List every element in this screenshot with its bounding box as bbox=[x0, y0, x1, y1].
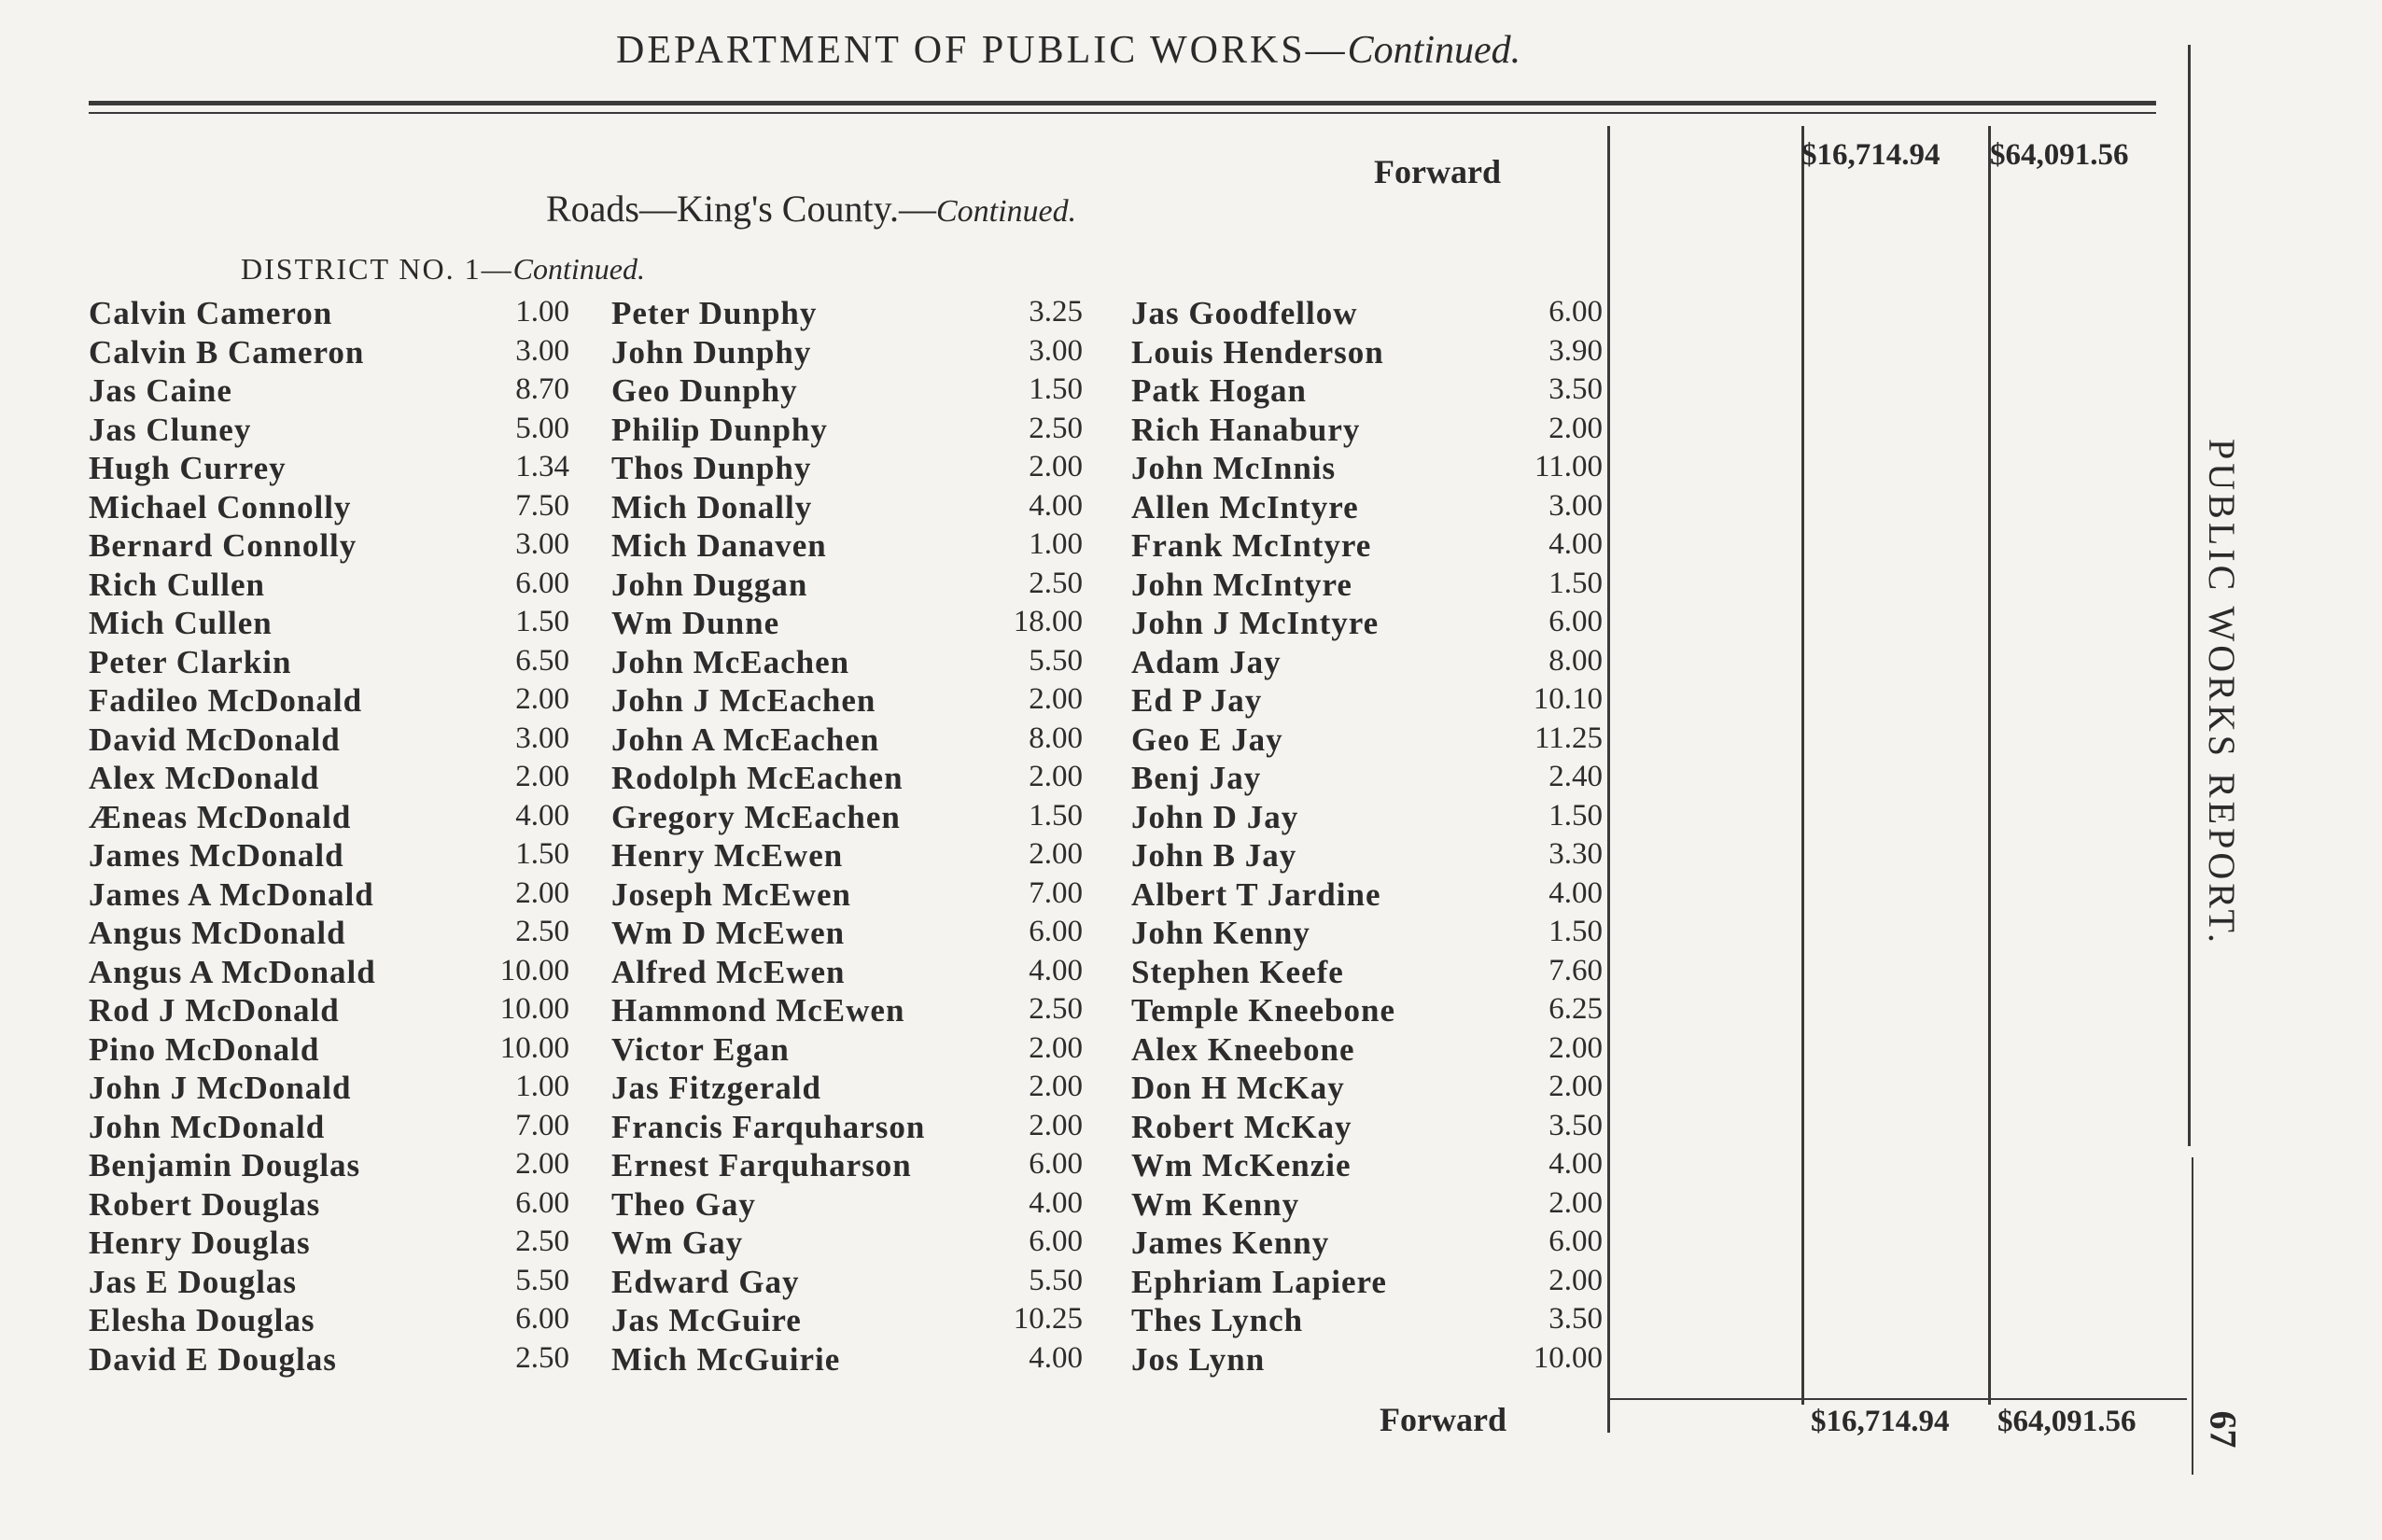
entry-name: Wm Dunne bbox=[611, 605, 780, 641]
list-item bbox=[89, 876, 574, 916]
entry-amount: 2.00 bbox=[1548, 1263, 1603, 1297]
entry-name: Angus McDonald bbox=[89, 915, 346, 951]
list-item bbox=[1131, 527, 1607, 567]
entry-name: Calvin Cameron bbox=[89, 295, 333, 331]
entry-amount: 8.00 bbox=[1029, 721, 1083, 755]
entry-amount: 1.50 bbox=[1548, 566, 1603, 600]
entry-name: Michael Connolly bbox=[89, 488, 352, 525]
list-item bbox=[1131, 721, 1607, 761]
entry-amount: 2.50 bbox=[515, 1225, 569, 1258]
list-item bbox=[611, 721, 1097, 761]
entry-amount: 2.00 bbox=[1029, 837, 1083, 871]
section-title-continued: Continued. bbox=[935, 194, 1077, 229]
entry-amount: 1.50 bbox=[1548, 915, 1603, 948]
entry-name: Fadileo McDonald bbox=[89, 682, 363, 719]
ledger-divider-1 bbox=[1607, 126, 1610, 1433]
entry-amount: 6.00 bbox=[1029, 1147, 1083, 1181]
list-item bbox=[89, 1147, 574, 1186]
entry-name: Geo Dunphy bbox=[611, 372, 798, 409]
entry-name: Thes Lynch bbox=[1131, 1302, 1304, 1338]
list-item bbox=[1131, 1031, 1607, 1071]
list-item bbox=[611, 605, 1097, 644]
entry-amount: 3.00 bbox=[515, 721, 569, 755]
entry-name: John J McEachen bbox=[611, 682, 876, 719]
list-item bbox=[1131, 412, 1607, 451]
list-item bbox=[1131, 915, 1607, 954]
header-title-continued: Continued. bbox=[1347, 29, 1521, 72]
entry-name: Jas McGuire bbox=[611, 1302, 802, 1338]
entry-amount: 3.50 bbox=[1548, 1302, 1603, 1336]
entry-name: James McDonald bbox=[89, 837, 344, 874]
forward-top-amount-1: $16,714.94 bbox=[1801, 138, 1941, 172]
entry-amount: 6.00 bbox=[1548, 1225, 1603, 1258]
entry-name: Rich Hanabury bbox=[1131, 411, 1361, 448]
list-item bbox=[1131, 1264, 1607, 1303]
entry-name: John McIntyre bbox=[1131, 566, 1352, 603]
entry-amount: 7.60 bbox=[1548, 953, 1603, 987]
entry-amount: 10.25 bbox=[1013, 1302, 1083, 1336]
list-item bbox=[1131, 1147, 1607, 1186]
entry-name: Mich Donally bbox=[611, 488, 813, 525]
entry-name: Patk Hogan bbox=[1131, 372, 1307, 409]
entry-amount: 11.25 bbox=[1534, 721, 1603, 755]
list-item bbox=[1131, 1302, 1607, 1341]
page-number: 67 bbox=[2202, 1410, 2245, 1449]
entry-amount: 10.00 bbox=[1533, 1340, 1603, 1375]
entry-amount: 1.50 bbox=[1029, 372, 1083, 406]
entry-name: Stephen Keefe bbox=[1131, 953, 1344, 990]
ledger-divider-2 bbox=[1801, 126, 1804, 1405]
entry-name: Don H McKay bbox=[1131, 1070, 1345, 1106]
list-item bbox=[611, 412, 1097, 451]
list-item bbox=[611, 1070, 1097, 1109]
entry-amount: 2.40 bbox=[1548, 760, 1603, 793]
list-item bbox=[611, 644, 1097, 683]
list-item bbox=[89, 721, 574, 761]
entry-amount: 11.00 bbox=[1534, 450, 1603, 483]
entry-name: Henry Douglas bbox=[89, 1225, 311, 1261]
list-item bbox=[1131, 1070, 1607, 1109]
entry-name: Alex McDonald bbox=[89, 760, 320, 796]
entry-name: David McDonald bbox=[89, 721, 341, 758]
entry-name: Rodolph McEachen bbox=[611, 760, 904, 796]
entry-name: Alex Kneebone bbox=[1131, 1030, 1355, 1068]
list-item bbox=[1131, 567, 1607, 606]
list-item bbox=[1131, 876, 1607, 916]
list-item bbox=[1131, 450, 1607, 489]
entry-amount: 2.00 bbox=[1548, 1185, 1603, 1220]
list-item bbox=[611, 1109, 1097, 1148]
entry-name: John McDonald bbox=[89, 1108, 326, 1145]
entry-name: Elesha Douglas bbox=[89, 1302, 315, 1338]
entry-amount: 3.90 bbox=[1548, 333, 1603, 368]
forward-top-amount-2: $64,091.56 bbox=[1990, 138, 2129, 172]
entry-amount: 6.00 bbox=[1029, 1225, 1083, 1258]
entry-amount: 6.00 bbox=[1548, 295, 1603, 329]
entry-amount: 2.00 bbox=[515, 875, 569, 910]
district-label: DISTRICT NO. 1— bbox=[241, 252, 513, 286]
header-rule-thin bbox=[89, 112, 2156, 114]
list-item bbox=[89, 915, 574, 954]
list-item bbox=[1131, 489, 1607, 528]
entry-name: Rich Cullen bbox=[89, 566, 265, 603]
entry-amount: 1.00 bbox=[1029, 527, 1083, 561]
entry-amount: 10.10 bbox=[1533, 682, 1603, 716]
list-item bbox=[611, 876, 1097, 916]
entry-name: Victor Egan bbox=[611, 1030, 790, 1068]
entry-amount: 1.50 bbox=[515, 605, 569, 638]
entry-name: Hugh Currey bbox=[89, 450, 287, 486]
list-item bbox=[611, 1225, 1097, 1264]
entry-amount: 10.00 bbox=[499, 1030, 569, 1065]
entry-amount: 2.50 bbox=[1029, 992, 1083, 1026]
list-item bbox=[89, 992, 574, 1031]
entry-name: James Kenny bbox=[1131, 1225, 1330, 1261]
list-item bbox=[611, 1264, 1097, 1303]
entry-amount: 2.50 bbox=[1029, 411, 1083, 445]
entry-amount: 7.00 bbox=[1029, 875, 1083, 910]
entry-amount: 6.25 bbox=[1548, 992, 1603, 1026]
list-item bbox=[611, 682, 1097, 721]
list-item bbox=[89, 334, 574, 373]
entry-name: Jas E Douglas bbox=[89, 1263, 298, 1300]
section-title-text: Roads—King's County.— bbox=[546, 188, 936, 230]
list-item bbox=[611, 450, 1097, 489]
entry-name: Bernard Connolly bbox=[89, 527, 357, 564]
entry-amount: 2.00 bbox=[1029, 450, 1083, 483]
list-item bbox=[1131, 992, 1607, 1031]
list-item bbox=[1131, 1109, 1607, 1148]
entry-amount: 2.00 bbox=[515, 760, 569, 793]
entry-name: Jas Caine bbox=[89, 372, 232, 409]
list-item bbox=[611, 1302, 1097, 1341]
entry-amount: 5.00 bbox=[515, 411, 569, 445]
entry-name: Wm D McEwen bbox=[611, 915, 846, 951]
list-item bbox=[89, 1186, 574, 1225]
entry-amount: 6.50 bbox=[515, 643, 569, 678]
entry-amount: 4.00 bbox=[1029, 1185, 1083, 1220]
entry-amount: 3.50 bbox=[1548, 1108, 1603, 1142]
forward-top-label: Forward bbox=[1374, 153, 1501, 190]
list-item bbox=[611, 1341, 1097, 1380]
list-item bbox=[89, 372, 574, 412]
entry-amount: 1.00 bbox=[515, 1070, 569, 1103]
entry-amount: 2.00 bbox=[1548, 1030, 1603, 1065]
entry-amount: 6.00 bbox=[515, 566, 569, 600]
list-item bbox=[89, 682, 574, 721]
list-item bbox=[89, 837, 574, 876]
list-item bbox=[611, 954, 1097, 993]
entry-amount: 3.30 bbox=[1548, 837, 1603, 871]
entry-amount: 3.00 bbox=[1548, 488, 1603, 523]
entry-amount: 6.00 bbox=[515, 1302, 569, 1336]
entry-name: Calvin B Cameron bbox=[89, 333, 365, 371]
list-item bbox=[89, 760, 574, 799]
entry-name: John Dunphy bbox=[611, 333, 812, 371]
entry-amount: 2.50 bbox=[1029, 566, 1083, 600]
entry-amount: 3.25 bbox=[1029, 295, 1083, 329]
entry-name: John Duggan bbox=[611, 566, 808, 603]
entry-name: Philip Dunphy bbox=[611, 411, 828, 448]
entry-amount: 5.50 bbox=[1029, 1263, 1083, 1297]
entry-amount: 3.50 bbox=[1548, 372, 1603, 406]
entry-amount: 2.00 bbox=[1029, 1108, 1083, 1142]
header-rule-thick bbox=[89, 101, 2156, 105]
district-label-continued: Continued. bbox=[512, 252, 645, 286]
entry-name: Gregory McEachen bbox=[611, 798, 901, 835]
entry-name: Peter Dunphy bbox=[611, 295, 818, 331]
list-item bbox=[89, 1341, 574, 1380]
entry-name: Rod J McDonald bbox=[89, 992, 340, 1029]
entry-name: Ed P Jay bbox=[1131, 682, 1263, 719]
list-item bbox=[89, 567, 574, 606]
entry-amount: 1.00 bbox=[515, 295, 569, 329]
side-report-title: PUBLIC WORKS REPORT. bbox=[2201, 439, 2243, 946]
list-item bbox=[1131, 1341, 1607, 1380]
list-item bbox=[89, 1031, 574, 1071]
entry-name: John J McIntyre bbox=[1131, 605, 1380, 641]
entry-name: Edward Gay bbox=[611, 1263, 800, 1300]
entry-name: John McEachen bbox=[611, 643, 850, 680]
entry-name: Henry McEwen bbox=[611, 837, 844, 874]
entry-amount: 6.00 bbox=[1029, 915, 1083, 948]
entry-amount: 10.00 bbox=[499, 953, 569, 987]
entry-name: Wm Kenny bbox=[1131, 1185, 1300, 1223]
entry-name: Benjamin Douglas bbox=[89, 1147, 361, 1183]
entry-name: Benj Jay bbox=[1131, 760, 1262, 796]
entry-name: John A McEachen bbox=[611, 721, 880, 758]
list-item bbox=[89, 954, 574, 993]
list-item bbox=[89, 1302, 574, 1341]
list-item bbox=[1131, 372, 1607, 412]
entry-amount: 4.00 bbox=[1029, 488, 1083, 523]
list-item bbox=[1131, 682, 1607, 721]
list-item bbox=[1131, 799, 1607, 838]
list-item bbox=[89, 527, 574, 567]
entry-name: Albert T Jardine bbox=[1131, 875, 1381, 913]
list-item bbox=[1131, 295, 1607, 334]
entry-name: Adam Jay bbox=[1131, 643, 1282, 680]
entry-name: Ephriam Lapiere bbox=[1131, 1263, 1387, 1300]
forward-bottom-amount-1: $16,714.94 bbox=[1811, 1405, 1950, 1438]
entry-amount: 7.50 bbox=[515, 488, 569, 523]
entry-name: David E Douglas bbox=[89, 1340, 337, 1378]
list-item bbox=[611, 1031, 1097, 1071]
list-item bbox=[611, 799, 1097, 838]
entry-amount: 2.00 bbox=[515, 1147, 569, 1181]
entry-amount: 2.00 bbox=[1029, 682, 1083, 716]
list-item bbox=[89, 450, 574, 489]
list-item bbox=[89, 1070, 574, 1109]
entry-amount: 18.00 bbox=[1013, 605, 1083, 638]
list-item bbox=[89, 1109, 574, 1148]
list-item bbox=[89, 412, 574, 451]
entry-name: Mich Danaven bbox=[611, 527, 827, 564]
list-item bbox=[1131, 644, 1607, 683]
entry-name: Thos Dunphy bbox=[611, 450, 812, 486]
header-title: DEPARTMENT OF PUBLIC WORKS— bbox=[616, 29, 1348, 72]
entry-amount: 1.34 bbox=[515, 450, 569, 483]
entry-amount: 2.00 bbox=[1548, 1070, 1603, 1103]
right-border-line bbox=[2188, 45, 2191, 1146]
list-item bbox=[89, 799, 574, 838]
name-column-2 bbox=[611, 295, 1097, 1379]
entry-amount: 5.50 bbox=[1029, 643, 1083, 678]
entry-amount: 10.00 bbox=[499, 992, 569, 1026]
entry-amount: 3.00 bbox=[515, 527, 569, 561]
entry-amount: 8.70 bbox=[515, 372, 569, 406]
entry-amount: 4.00 bbox=[1029, 953, 1083, 987]
entry-amount: 1.50 bbox=[515, 837, 569, 871]
entry-name: Louis Henderson bbox=[1131, 333, 1384, 371]
entry-name: Angus A McDonald bbox=[89, 953, 376, 990]
entry-amount: 6.00 bbox=[1548, 605, 1603, 638]
list-item bbox=[611, 760, 1097, 799]
entry-name: John McInnis bbox=[1131, 450, 1337, 486]
entry-name: Hammond McEwen bbox=[611, 992, 905, 1029]
list-item bbox=[611, 334, 1097, 373]
list-item bbox=[1131, 1225, 1607, 1264]
list-item bbox=[611, 489, 1097, 528]
entry-name: Jos Lynn bbox=[1131, 1340, 1266, 1378]
entry-name: Robert McKay bbox=[1131, 1108, 1352, 1145]
list-item bbox=[89, 644, 574, 683]
entry-name: Temple Kneebone bbox=[1131, 992, 1396, 1029]
list-item bbox=[1131, 837, 1607, 876]
entry-amount: 3.00 bbox=[515, 333, 569, 368]
entry-amount: 4.00 bbox=[1548, 875, 1603, 910]
ledger-divider-3 bbox=[1988, 126, 1991, 1405]
entry-amount: 1.50 bbox=[1548, 798, 1603, 833]
entry-amount: 2.50 bbox=[515, 1340, 569, 1375]
list-item bbox=[611, 1186, 1097, 1225]
entry-name: Frank McIntyre bbox=[1131, 527, 1372, 564]
list-item bbox=[89, 295, 574, 334]
entry-amount: 2.00 bbox=[1548, 411, 1603, 445]
entry-amount: 4.00 bbox=[1029, 1340, 1083, 1375]
entry-name: Geo E Jay bbox=[1131, 721, 1283, 758]
list-item bbox=[89, 1225, 574, 1264]
list-item bbox=[611, 915, 1097, 954]
entry-name: Robert Douglas bbox=[89, 1185, 321, 1223]
list-item bbox=[1131, 334, 1607, 373]
entry-amount: 4.00 bbox=[515, 798, 569, 833]
entry-name: Francis Farquharson bbox=[611, 1108, 926, 1145]
entry-name: Theo Gay bbox=[611, 1185, 756, 1223]
entry-name: Jas Fitzgerald bbox=[611, 1070, 821, 1106]
entry-amount: 2.00 bbox=[1029, 1070, 1083, 1103]
entry-name: Jas Goodfellow bbox=[1131, 295, 1358, 331]
entry-amount: 4.00 bbox=[1548, 527, 1603, 561]
entry-amount: 7.00 bbox=[515, 1108, 569, 1142]
entry-name: Wm McKenzie bbox=[1131, 1147, 1352, 1183]
section-title bbox=[546, 187, 1076, 231]
ledger-bottom-line-1 bbox=[1610, 1398, 1801, 1400]
entry-name: Pino McDonald bbox=[89, 1030, 320, 1068]
list-item bbox=[1131, 760, 1607, 799]
entry-name: Mich McGuirie bbox=[611, 1340, 841, 1378]
entry-name: James A McDonald bbox=[89, 875, 374, 913]
entry-name: Peter Clarkin bbox=[89, 643, 292, 680]
list-item bbox=[89, 1264, 574, 1303]
right-border-line-lower bbox=[2192, 1157, 2193, 1475]
entry-amount: 5.50 bbox=[515, 1263, 569, 1297]
list-item bbox=[611, 1147, 1097, 1186]
entry-amount: 1.50 bbox=[1029, 798, 1083, 833]
district-heading bbox=[241, 252, 645, 287]
list-item bbox=[1131, 954, 1607, 993]
list-item bbox=[611, 992, 1097, 1031]
entry-name: Ernest Farquharson bbox=[611, 1147, 912, 1183]
list-item bbox=[611, 372, 1097, 412]
ledger-bottom-line-2 bbox=[1804, 1398, 2187, 1400]
list-item bbox=[611, 527, 1097, 567]
entry-amount: 2.50 bbox=[515, 915, 569, 948]
entry-amount: 2.00 bbox=[1029, 1030, 1083, 1065]
entry-amount: 4.00 bbox=[1548, 1147, 1603, 1181]
page-header bbox=[616, 28, 1520, 73]
entry-name: Alfred McEwen bbox=[611, 953, 846, 990]
entry-name: John D Jay bbox=[1131, 798, 1299, 835]
entry-name: John B Jay bbox=[1131, 837, 1297, 874]
entry-name: Jas Cluney bbox=[89, 411, 252, 448]
forward-bottom-label: Forward bbox=[1380, 1401, 1506, 1438]
entry-amount: 8.00 bbox=[1548, 643, 1603, 678]
list-item bbox=[611, 567, 1097, 606]
entry-amount: 2.00 bbox=[515, 682, 569, 716]
entry-name: Mich Cullen bbox=[89, 605, 273, 641]
entry-name: Joseph McEwen bbox=[611, 875, 852, 913]
entry-name: Allen McIntyre bbox=[1131, 488, 1359, 525]
name-column-1 bbox=[89, 295, 574, 1379]
list-item bbox=[611, 295, 1097, 334]
list-item bbox=[611, 837, 1097, 876]
entry-name: Æneas McDonald bbox=[89, 798, 352, 835]
list-item bbox=[1131, 1186, 1607, 1225]
list-item bbox=[1131, 605, 1607, 644]
entry-name: John J McDonald bbox=[89, 1070, 352, 1106]
forward-bottom-amount-2: $64,091.56 bbox=[1997, 1405, 2137, 1438]
entry-name: John Kenny bbox=[1131, 915, 1310, 951]
entry-name: Wm Gay bbox=[611, 1225, 744, 1261]
entry-amount: 6.00 bbox=[515, 1185, 569, 1220]
name-column-3 bbox=[1131, 295, 1607, 1379]
entry-amount: 3.00 bbox=[1029, 333, 1083, 368]
entry-amount: 2.00 bbox=[1029, 760, 1083, 793]
list-item bbox=[89, 489, 574, 528]
list-item bbox=[89, 605, 574, 644]
